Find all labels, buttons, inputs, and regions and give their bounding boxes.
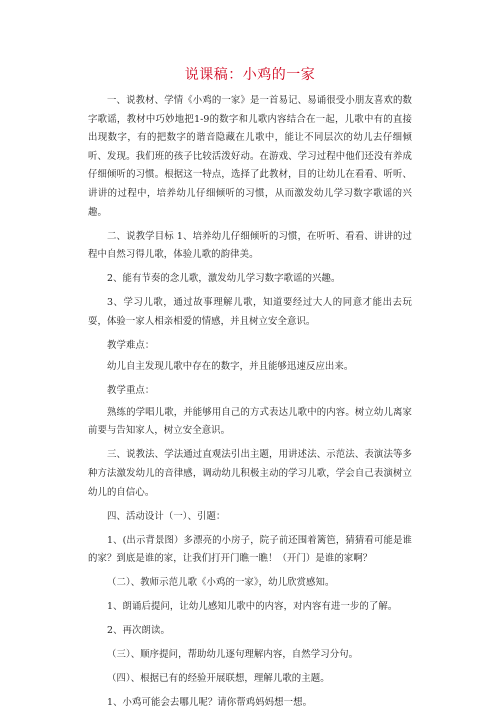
paragraph-focus: 熟练的学唱儿歌，并能够用自己的方式表达儿歌中的内容。树立幼儿离家前要与告知家人，树立安全意识。	[88, 406, 412, 437]
paragraph-activity-5: （三）、顺序提问，帮助幼儿逐句理解内容，自然学习分句。	[107, 649, 359, 661]
paragraph-2: 二、说教学目标 1、培养幼儿仔细倾听的习惯，在听听、看看、讲讲的过程中自然习得儿歌，体验儿歌的韵律美。	[88, 230, 412, 261]
paragraph-activity-1: 1、(出示背景图）多漂亮的小房子，院子前还围着篱笆，猜猜看可能是谁的家？到底是谁的家，让我们打开门瞧一瞧！（开门）是谁的家啊？	[88, 534, 412, 565]
paragraph-activity-2: （二）、教师示范儿歌《小鸡的一家》，幼儿欣赏感知。	[107, 577, 335, 589]
focus-heading: 教学重点：	[107, 385, 155, 397]
paragraph-1: 一、说教材、学情《小鸡的一家》是一首易记、易诵很受小朋友喜欢的数字歌谣，教材中巧妙地把1-9的数字和儿歌内容结合在一起，儿歌中有的直接出现数字，有的把数字的谐音隐藏在儿歌中，能让不同层次的幼儿去仔细倾听、发现。我们班的孩子比较活泼好动。在游戏、学习过程中他们还没有养成仔细倾听的习惯。根据这一特点，选择了此教材，目的让幼儿在看看、听听、讲讲的过程中，培养幼儿仔细倾听的习惯，从而激发幼儿学习数字歌谣的兴趣。	[88, 95, 412, 218]
document-body	[88, 92, 412, 718]
paragraph-activity-4: 2、再次朗读。	[107, 625, 170, 637]
document-title: 说课稿：小鸡的一家	[184, 67, 316, 83]
paragraph-activity-3: 1、朗诵后提问，让幼儿感知儿歌中的内容，对内容有进一步的了解。	[107, 601, 398, 613]
paragraph-3: 2、能有节奏的念儿歌，激发幼儿学习数字歌谣的兴趣。	[107, 273, 341, 285]
paragraph-difficulty: 幼儿自主发现儿歌中存在的数字，并且能够迅速反应出来。	[107, 361, 354, 373]
paragraph-methods: 三、说教法、学法通过直观法引出主题，用讲述法、示范法、表演法等多种方法激发幼儿的音律感，调动幼儿积极主动的学习儿歌，学会自己表演树立幼儿的自信心。	[88, 449, 412, 498]
paragraph-4: 3、学习儿歌，通过故事理解儿歌，知道要经过大人的同意才能出去玩耍，体验一家人相亲相爱的情感，并且树立安全意识。	[88, 297, 412, 327]
paragraph-activity-heading: 四、活动设计（一）、引题：	[107, 510, 226, 522]
paragraph-activity-6: （四）、根据已有的经验开展联想，理解儿歌的主题。	[107, 673, 330, 685]
difficulty-heading: 教学难点：	[107, 339, 155, 351]
paragraph-activity-7: 1、小鸡可能会去哪儿呢？请你帮鸡妈妈想一想。	[107, 697, 313, 709]
